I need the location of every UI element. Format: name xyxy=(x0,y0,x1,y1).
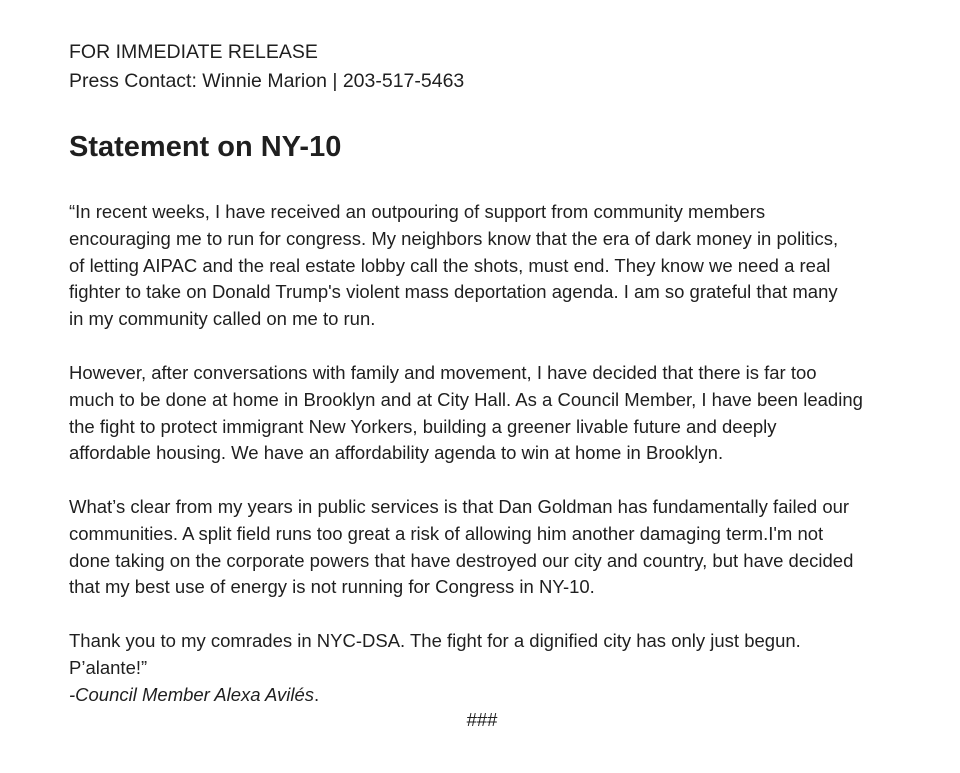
paragraph-line: fighter to take on Donald Trump's violent mass deportation agenda. I am so grateful that many xyxy=(69,281,838,303)
paragraph-line: of letting AIPAC and the real estate lobby call the shots, must end. They know we need a real xyxy=(69,254,831,276)
paragraph-2 xyxy=(69,360,899,467)
press-release xyxy=(69,38,899,705)
paragraph-line: However, after conversations with family and movement, I have decided that there is far too xyxy=(69,362,817,383)
paragraph-line: P’alante!” xyxy=(69,656,148,678)
page-title: Statement on NY-10 xyxy=(69,131,342,163)
paragraph-4 xyxy=(69,628,899,708)
end-mark: ### xyxy=(466,709,498,730)
release-label: FOR IMMEDIATE RELEASE xyxy=(69,41,318,63)
paragraph-line: in my community called on me to run. xyxy=(69,308,376,330)
paragraph-line: What’s clear from my years in public services is that Dan Goldman has fundamentally failed our xyxy=(69,496,850,517)
paragraph-line: communities. A split field runs too great a risk of allowing him another damaging term.I'm not xyxy=(69,522,824,544)
press-contact: Press Contact: Winnie Marion | 203-517-5463 xyxy=(69,70,465,92)
paragraph-line: affordable housing. We have an affordability agenda to win at home in Brooklyn. xyxy=(69,442,724,464)
paragraph-line: encouraging me to run for congress. My neighbors know that the era of dark money in politics, xyxy=(69,227,839,249)
signature-line xyxy=(69,682,899,709)
paragraph-line: the fight to protect immigrant New Yorkers, building a greener livable future and deeply xyxy=(69,415,777,437)
signature: -Council Member Alexa Avilés xyxy=(69,683,315,705)
paragraph-1 xyxy=(69,199,899,333)
paragraph-line: that my best use of energy is not running for Congress in NY-10. xyxy=(69,576,595,598)
paragraph-line: done taking on the corporate powers that have destroyed our city and country, but have decided xyxy=(69,549,854,571)
signature-period: . xyxy=(314,683,320,705)
paragraph-3 xyxy=(69,494,899,601)
paragraph-line: Thank you to my comrades in NYC-DSA. The fight for a dignified city has only just begun. xyxy=(69,630,801,651)
paragraph-line: much to be done at home in Brooklyn and at City Hall. As a Council Member, I have been leading xyxy=(69,388,863,410)
paragraph-line: “In recent weeks, I have received an outpouring of support from community members xyxy=(69,201,766,222)
